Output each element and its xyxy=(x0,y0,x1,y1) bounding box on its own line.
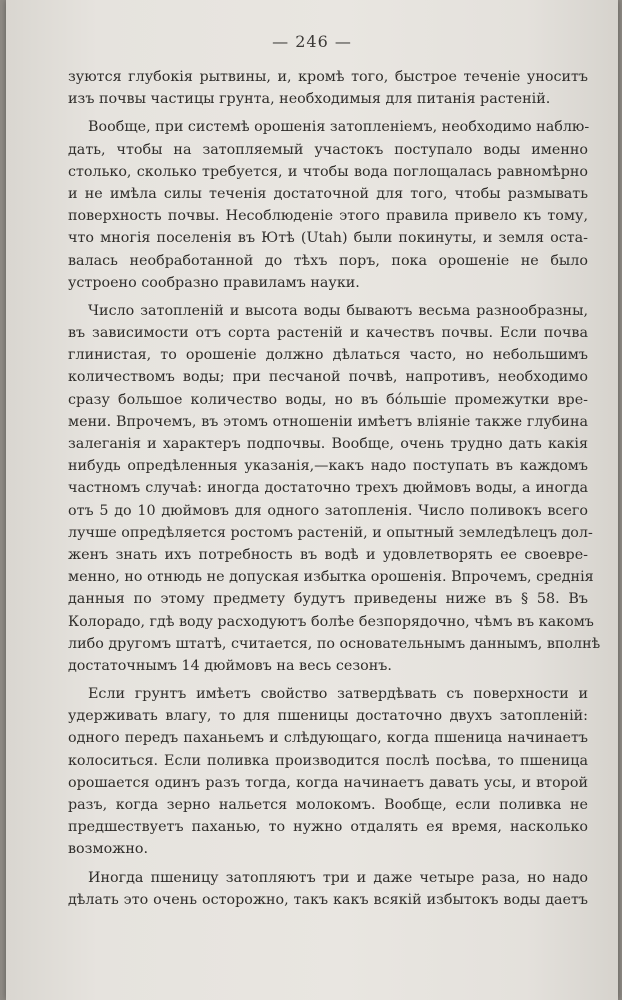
text-line: нибудь опредѣленныя указанія,—какъ надо поступать въ каждомъ xyxy=(68,458,588,475)
text-line: валась необработанной до тѣхъ поръ, пока орошеніе не было xyxy=(68,252,588,269)
book-page xyxy=(6,0,618,1000)
text-line: столько, сколько требуется, и чтобы вода поглощалась равномѣрно xyxy=(68,163,588,180)
paragraph xyxy=(68,66,588,110)
text-line: Вообще, при системѣ орошенія затопленіемъ, необходимо наблю- xyxy=(88,119,590,136)
text-line: мени. Впрочемъ, въ этомъ отношеніи имѣетъ вліяніе также глубина xyxy=(68,413,588,430)
text-line: и не имѣла силы теченія достаточной для того, чтобы размывать xyxy=(68,185,588,202)
text-line: глинистая, то орошеніе должно дѣлаться часто, но небольшимъ xyxy=(68,347,588,364)
text-line: дать, чтобы на затопляемый участокъ поступало воды именно xyxy=(68,141,588,158)
text-line: залеганія и характеръ подпочвы. Вообще, очень трудно дать какія xyxy=(68,436,588,452)
text-line: сразу большое количество воды, но въ бóльшіе промежутки вре- xyxy=(68,391,588,408)
text-line: либо другомъ штатѣ, считается, по основательнымъ даннымъ, вполнѣ xyxy=(68,635,601,652)
paragraph xyxy=(68,116,588,294)
text-line: орошается одинъ разъ тогда, когда начинаетъ давать усы, и второй xyxy=(68,774,588,791)
text-line: поверхность почвы. Несоблюденіе этого правила привело къ тому, xyxy=(68,208,588,225)
text-line: предшествуетъ паханью, то нужно отдалять ея время, насколько xyxy=(68,819,588,836)
text-line: Если грунтъ имѣетъ свойство затвердѣвать съ поверхности и xyxy=(88,686,588,703)
text-line: возможно. xyxy=(68,841,149,858)
text-line: удерживать влагу, то для пшеницы достаточно двухъ затопленій: xyxy=(68,708,588,725)
text-line: колоситься. Если поливка производится послѣ посѣва, то пшеница xyxy=(68,752,588,769)
text-line: менно, но отнюдь не допуская избытка орошенія. Впрочемъ, среднія xyxy=(68,569,594,586)
text-line: данныя по этому предмету будутъ приведены ниже въ § 58. Въ xyxy=(68,591,588,608)
text-line: устроено сообразно правиламъ науки. xyxy=(68,274,360,291)
text-line: изъ почвы частицы грунта, необходимыя для питанія растеній. xyxy=(68,91,551,108)
text-line: лучше опредѣляется ростомъ растеній, и опытный земледѣлецъ дол- xyxy=(68,524,593,541)
text-line: одного передъ паханьемъ и слѣдующаго, когда пшеница начинаетъ xyxy=(68,730,588,747)
paragraph xyxy=(68,300,601,677)
text-line: женъ знать ихъ потребность въ водѣ и удовлетворять ее своевре- xyxy=(68,546,588,563)
text-line: что многія поселенія въ Ютѣ (Utah) были покинуты, и земля оста- xyxy=(68,230,588,247)
text-line: количествомъ воды; при песчаной почвѣ, напротивъ, необходимо xyxy=(68,369,588,386)
text-line: дѣлать это очень осторожно, такъ какъ всякій избытокъ воды даетъ xyxy=(68,891,588,908)
paragraph xyxy=(68,867,588,911)
page-number: — 246 — xyxy=(272,32,352,51)
text-line: въ зависимости отъ сорта растеній и качествъ почвы. Если почва xyxy=(68,325,588,342)
text-line: Число затопленій и высота воды бываютъ весьма разнообразны, xyxy=(88,302,588,319)
text-line: разъ, когда зерно нальется молокомъ. Вообще, если поливка не xyxy=(68,797,588,813)
text-line: достаточнымъ 14 дюймовъ на весь сезонъ. xyxy=(68,657,392,674)
text-line: Колорадо, гдѣ воду расходуютъ болѣе безпорядочно, чѣмъ въ какомъ xyxy=(68,613,594,630)
body-text xyxy=(68,66,601,917)
paragraph xyxy=(68,683,588,861)
text-line: Иногда пшеницу затопляютъ три и даже четыре раза, но надо xyxy=(88,869,588,886)
text-line: зуются глубокія рытвины, и, кромѣ того, быстрое теченіе уноситъ xyxy=(68,69,588,85)
text-line: частномъ случаѣ: иногда достаточно трехъ дюймовъ воды, а иногда xyxy=(68,480,588,497)
text-line: отъ 5 до 10 дюймовъ для одного затопленія. Число поливокъ всего xyxy=(68,502,588,519)
